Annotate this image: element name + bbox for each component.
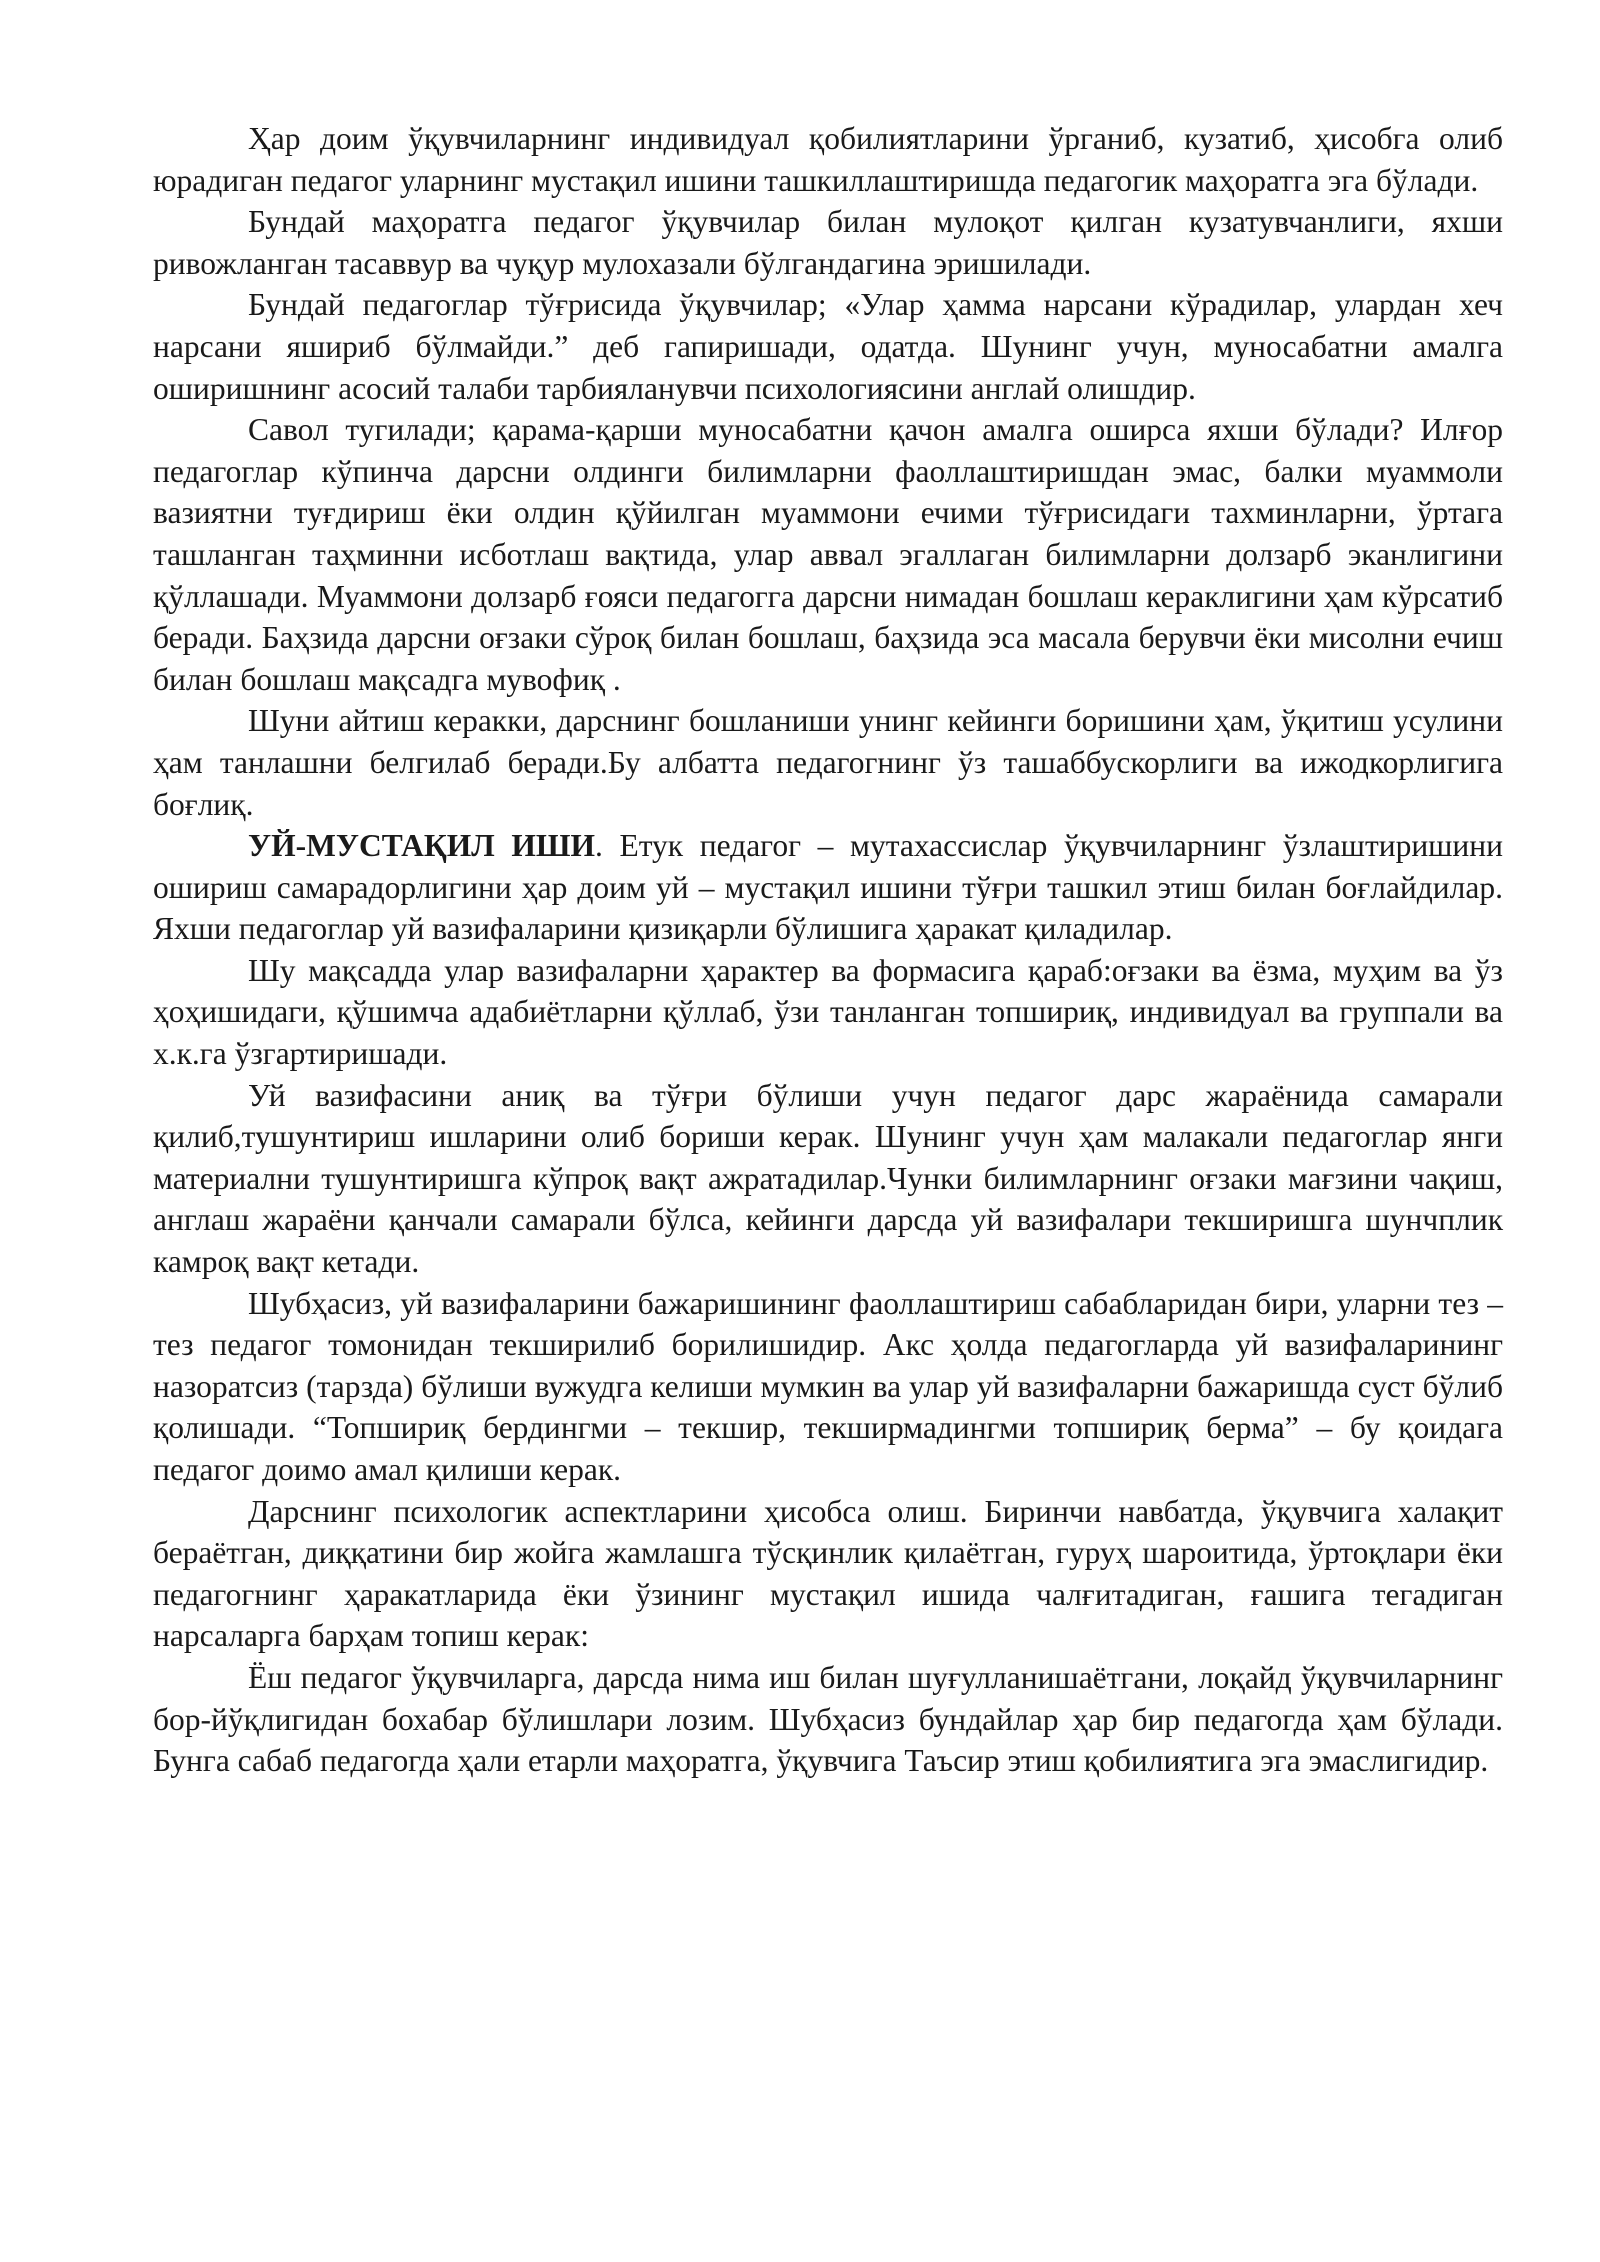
document-page	[153, 118, 1503, 1782]
paragraph-6-text: . Етук педагог – мутахассислар ўқувчиларнинг ўзлаштиришини ошириш самарадорлигини ҳар доим уй – мустақил ишини тўғри ташкил этиш билан боғлайдилар. Яхши педагоглар уй вазифаларини қизиқарли бўлишига ҳаракат қиладилар.	[153, 828, 1504, 947]
paragraph-10: Дарснинг психологик аспектларини ҳисобса олиш. Биринчи навбатда, ўқувчига халақит бераётган, диққатини бир жойга жамлашга тўсқинлик қилаётган, гуруҳ шароитида, ўртоқлари ёки педагогнинг ҳаракатларида ёки ўзининг мустақил ишида чалғитадиган, ғашига тегадиган нарсаларга барҳам топиш керак:	[153, 1493, 1503, 1654]
paragraph-7: Шу мақсадда улар вазифаларни ҳарактер ва формасига қараб:оғзаки ва ёзма, муҳим ва ўз ҳоҳишидаги, қўшимча адабиётларни қўллаб, ўзи танланган топшириқ, индивидуал ва группали ва х.к.га ўзгартиришади.	[153, 952, 1503, 1072]
paragraph-6	[153, 825, 1503, 950]
paragraph-2: Бундай маҳоратга педагог ўқувчилар билан мулоқот қилган кузатувчанлиги, яхши ривожланган тасаввур ва чуқур мулохазали бўлгандагина эришилади.	[153, 204, 1503, 281]
paragraph-11: Ёш педагог ўқувчиларга, дарсда нима иш билан шуғулланишаётгани, лоқайд ўқувчиларнинг бор-йўқлигидан бохабар бўлишлари лозим. Шубҳасиз бундайлар ҳар бир педагогда ҳам бўлади. Бунга сабаб педагогда ҳали етарли маҳоратга, ўқувчига Таъсир этиш қобилиятига эга эмаслигидир.	[153, 1659, 1503, 1779]
section-heading-homework: УЙ-МУСТАҚИЛ ИШИ	[248, 828, 595, 864]
paragraph-3: Бундай педагоглар тўғрисида ўқувчилар; «Улар ҳамма нарсани кўрадилар, улардан хеч нарсани яшириб бўлмайди.” деб гапиришади, одатда. Шунинг учун, муносабатни амалга оширишнинг асосий талаби тарбияланувчи психологиясини англай олишдир.	[153, 287, 1503, 406]
paragraph-8: Уй вазифасини аниқ ва тўғри бўлиши учун педагог дарс жараёнида самарали қилиб,тушунтириш ишларини олиб бориши керак. Шунинг учун ҳам малакали педагоглар янги материални тушунтиришга кўпроқ вақт ажратадилар.Чунки билимларнинг оғзаки мағзини чақиш, англаш жараёни қанчали самарали бўлса, кейинги дарсда уй вазифалари текширишга шунчплик камроқ вақт кетади.	[153, 1077, 1503, 1280]
paragraph-1: Ҳар доим ўқувчиларнинг индивидуал қобилиятларини ўрганиб, кузатиб, ҳисобга олиб юрадиган педагог уларнинг мустақил ишини ташкиллаштиришда педагогик маҳоратга эга бўлади.	[153, 121, 1503, 198]
paragraph-5: Шуни айтиш керакки, дарснинг бошланиши унинг кейинги боришини ҳам, ўқитиш усулини ҳам танлашни белгилаб беради.Бу албатта педагогнинг ўз ташаббускорлиги ва ижодкорлигига боғлиқ.	[153, 703, 1503, 822]
paragraph-9: Шубҳасиз, уй вазифаларини бажаришининг фаоллаштириш сабабларидан бири, уларни тез – тез педагог томонидан текширилиб борилишидир. Акс ҳолда педагогларда уй вазифаларининг назоратсиз (тарзда) бўлиши вужудга келиши мумкин ва улар уй вазифаларни бажаришда суст бўлиб қолишади. “Топшириқ бердингми – текшир, текширмадингми топшириқ берма” – бу қоидага педагог доимо амал қилиши керак.	[153, 1285, 1503, 1487]
paragraph-4: Савол тугилади; қарама-қарши муносабатни қачон амалга оширса яхши бўлади? Илғор педагоглар кўпинча дарсни олдинги билимларни фаоллаштиришдан эмас, балки муаммоли вазиятни туғдириш ёки олдин қўйилган муаммони ечими тўғрисидаги тахминларни, ўртага ташланган таҳминни исботлаш вақтида, улар аввал эгаллаган билимларни долзарб эканлигини қўллашади. Муаммони долзарб ғояси педагогга дарсни нимадан бошлаш кераклигини ҳам кўрсатиб беради. Баҳзида дарсни оғзаки сўроқ билан бошлаш, баҳзида эса масала берувчи ёки мисолни ечиш билан бошлаш мақсадга мувофиқ .	[153, 412, 1503, 697]
